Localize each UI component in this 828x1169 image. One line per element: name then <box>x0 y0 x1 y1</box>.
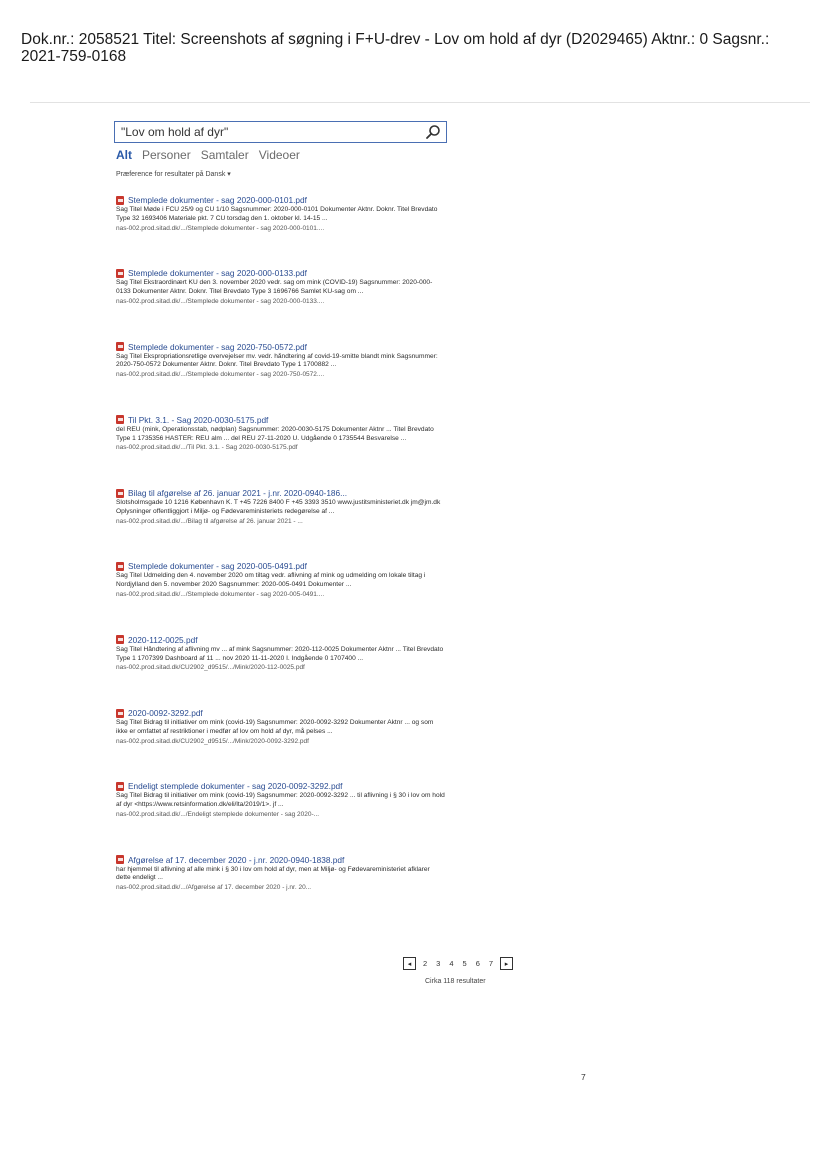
pdf-icon <box>116 489 124 498</box>
pdf-icon <box>116 855 124 864</box>
tab-videoer[interactable]: Videoer <box>258 148 300 162</box>
result-title-text: Til Pkt. 3.1. - Sag 2020-0030-5175.pdf <box>128 414 269 425</box>
list-item <box>116 342 446 415</box>
result-url: nas-002.prod.sitad.dk/.../Endeligt stemplede dokumenter - sag 2020-... <box>116 810 320 818</box>
result-title-text: Endeligt stemplede dokumenter - sag 2020-0092-3292.pdf <box>128 781 343 792</box>
result-url: nas-002.prod.sitad.dk/.../Stemplede dokumenter - sag 2020-005-0491.... <box>116 591 325 599</box>
search-input[interactable] <box>115 123 424 141</box>
result-snippet: Sag Titel Møde i FCU 25/9 og CU 1/10 Sagsnummer: 2020-000-0101 Dokumenter Aktnr. Doknr. Titel Brevdato Type 32 1693406 Materiale pkt. 7 CU torsdag den 1. oktober kl. 14-15 ... <box>116 206 438 222</box>
language-preference[interactable]: Præference for resultater på Dansk ▾ <box>116 171 231 178</box>
page-link-3[interactable]: 3 <box>436 959 441 968</box>
result-title-link[interactable] <box>116 781 446 791</box>
result-title-link[interactable] <box>116 488 446 498</box>
result-title-link[interactable] <box>116 635 446 645</box>
result-snippet: har hjemmel til aflivning af alle mink i § 30 i lov om hold af dyr, men at Miljø- og Fødevareministeriet afklarer dette endeligt ... <box>116 865 430 882</box>
result-snippet: Sag Titel Ekspropriationsretlige overvejelser mv. vedr. håndtering af covid-19-smitte blandt mink Sagsnummer: 2020-750-0572 Dokumenter Aktnr. Doknr. Titel Brevdato Type 1 1700882 ... <box>116 352 438 369</box>
pagination <box>403 957 513 970</box>
result-snippet: del REU (mink, Operationsstab, nødplan) Sagsnummer: 2020-0030-5175 Dokumenter Aktnr ... Titel Brevdato Type 1 1735356 HASTER: REU alm ... del REU 27-11-2020 U. Udgående 0 1735544 Besvarelse ... <box>116 425 434 442</box>
scope-tabs <box>116 148 300 162</box>
list-item <box>116 635 446 708</box>
list-item <box>116 268 446 341</box>
page-link-5[interactable]: 5 <box>462 959 467 968</box>
search-results <box>116 195 446 928</box>
result-count: Cirka 118 resultater <box>425 978 486 985</box>
pdf-icon <box>116 635 124 644</box>
pdf-icon <box>116 342 124 351</box>
list-item <box>116 855 446 928</box>
result-title-text: Stemplede dokumenter - sag 2020-005-0491.pdf <box>128 561 307 572</box>
result-title-text: Afgørelse af 17. december 2020 - j.nr. 2020-0940-1838.pdf <box>128 854 345 865</box>
result-url: nas-002.prod.sitad.dk/.../Stemplede dokumenter - sag 2020-750-0572.... <box>116 371 325 379</box>
pdf-icon <box>116 562 124 571</box>
result-snippet: Sag Titel Bidrag til initiativer om mink (covid-19) Sagsnummer: 2020-0092-3292 Dokumenter Aktnr ... og som ikke er omfattet af restriktioner i medfør af lov om hold af dyr, må pelses ... <box>116 719 434 735</box>
page-link-6[interactable]: 6 <box>475 959 480 968</box>
result-snippet: Slotsholmsgade 10 1216 København K. T +45 7226 8400 F +45 3393 3510 www.justitsministeriet.dk jm@jm.dk Oplysninger offentliggjort i Miljø- og Fødevareministeriets redegørelse af ... <box>116 499 441 515</box>
result-snippet: Sag Titel Håndtering af aflivning mv ... af mink Sagsnummer: 2020-112-0025 Dokumenter Aktnr ... Titel Brevdato Type 1 1707399 Dashboard af 11 ... nov 2020 11-11-2020 I. Indgående 0 1707400 ... <box>116 645 444 662</box>
document-header: Dok.nr.: 2058521 Titel: Screenshots af søgning i F+U-drev - Lov om hold af dyr (D2029465) Aktnr.: 0 Sagsnr.: 2021-759-0168 <box>21 31 770 65</box>
result-snippet: Sag Titel Ekstraordinært KU den 3. november 2020 vedr. sag om mink (COVID-19) Sagsnummer: 2020-000-0133 Dokumenter Aktnr. Doknr. Titel Brevdato Type 3 1696766 Samlet KU-sag om ... <box>116 279 433 296</box>
search-icon[interactable] <box>424 123 442 141</box>
result-snippet: Sag Titel Bidrag til initiativer om mink (covid-19) Sagsnummer: 2020-0092-3292 ... til aflivning i § 30 i lov om hold af dyr <https://www.retsinformation.dk/eli/lta/2019/1>. jf ... <box>116 792 445 809</box>
list-item <box>116 488 446 561</box>
result-title-text: Stemplede dokumenter - sag 2020-750-0572.pdf <box>128 341 307 352</box>
pdf-icon <box>116 709 124 718</box>
result-snippet: Sag Titel Udmelding den 4. november 2020 om tiltag vedr. aflivning af mink og udmelding om lokale tiltag i Nordjylland den 5. november 2020 Sagsnummer: 2020-005-0491 Dokumenter ... <box>116 572 426 589</box>
result-title-text: Stemplede dokumenter - sag 2020-000-0101.pdf <box>128 195 307 205</box>
pdf-icon <box>116 196 124 205</box>
result-url: nas-002.prod.sitad.dk/.../Afgørelse af 17. december 2020 - j.nr. 20... <box>116 884 312 892</box>
result-url: nas-002.prod.sitad.dk/.../Stemplede dokumenter - sag 2020-000-0133.... <box>116 297 325 305</box>
tab-alt[interactable]: Alt <box>116 148 132 162</box>
pdf-icon <box>116 782 124 791</box>
list-item <box>116 781 446 854</box>
list-item <box>116 561 446 634</box>
result-title-link[interactable] <box>116 561 446 571</box>
tab-personer[interactable]: Personer <box>142 148 191 162</box>
next-page-button[interactable]: ▸ <box>500 957 513 970</box>
result-title-text: 2020-0092-3292.pdf <box>128 708 203 719</box>
page-number: 7 <box>581 1072 586 1082</box>
result-url: nas-002.prod.sitad.dk/CU2902_d9515/.../Mink/2020-112-0025.pdf <box>116 664 305 672</box>
result-url: nas-002.prod.sitad.dk/.../Til Pkt. 3.1. - Sag 2020-0030-5175.pdf <box>116 444 298 452</box>
page-link-7[interactable]: 7 <box>488 959 494 968</box>
page-link-4[interactable]: 4 <box>449 959 454 968</box>
result-url: nas-002.prod.sitad.dk/CU2902_d9515/.../Mink/2020-0092-3292.pdf <box>116 737 309 745</box>
result-url: nas-002.prod.sitad.dk/.../Stemplede dokumenter - sag 2020-000-0101.... <box>116 224 325 232</box>
tab-samtaler[interactable]: Samtaler <box>200 148 249 162</box>
page-link-2[interactable]: 2 <box>423 959 428 968</box>
result-url: nas-002.prod.sitad.dk/.../Bilag til afgørelse af 26. januar 2021 - ... <box>116 517 303 525</box>
result-title-link[interactable] <box>116 708 446 718</box>
result-title-text: 2020-112-0025.pdf <box>128 634 198 645</box>
result-title-text: Bilag til afgørelse af 26. januar 2021 - j.nr. 2020-0940-186... <box>128 488 348 499</box>
list-item <box>116 415 446 488</box>
result-title-link[interactable] <box>116 342 446 352</box>
list-item <box>116 708 446 781</box>
result-title-link[interactable] <box>116 268 446 278</box>
prev-page-button[interactable]: ◂ <box>403 957 416 970</box>
result-title-text: Stemplede dokumenter - sag 2020-000-0133.pdf <box>128 268 307 279</box>
list-item <box>116 195 446 268</box>
pdf-icon <box>116 415 124 424</box>
result-title-link[interactable] <box>116 415 446 425</box>
scan-divider <box>30 102 810 103</box>
result-title-link[interactable] <box>116 855 446 865</box>
result-title-link[interactable] <box>116 195 446 205</box>
pdf-icon <box>116 269 124 278</box>
search-box[interactable] <box>114 121 447 143</box>
